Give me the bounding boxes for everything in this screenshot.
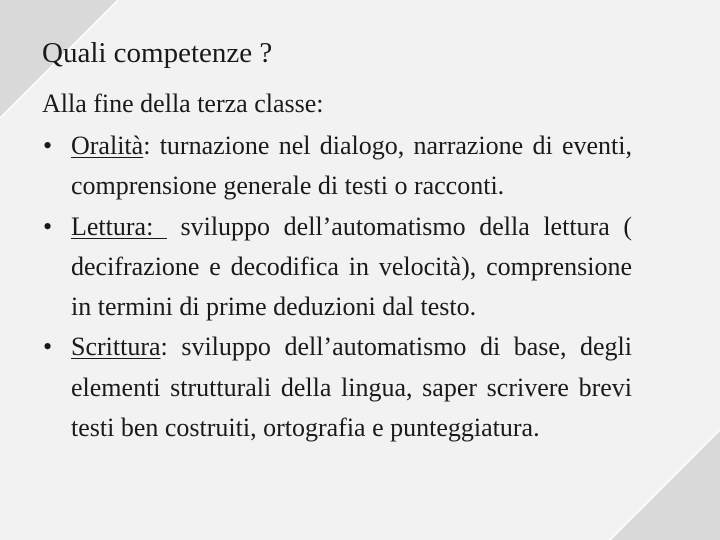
slide-title: Quali competenze ? xyxy=(42,37,273,69)
competence-term: Oralità xyxy=(71,131,144,160)
bullet-icon: • xyxy=(43,131,53,160)
competence-description: turnazione nel dialogo, narrazione di eventi, comprensione generale di testi o racconti. xyxy=(71,131,632,201)
competence-item-lettura xyxy=(42,207,632,328)
competence-item-scrittura xyxy=(42,327,632,448)
competence-separator: : xyxy=(143,131,151,160)
bullet-icon: • xyxy=(43,211,53,241)
competence-list xyxy=(42,126,632,448)
competence-item-oralita xyxy=(42,126,632,207)
bullet-icon: • xyxy=(43,332,53,362)
competence-term: Scrittura xyxy=(71,332,161,362)
competence-separator: : xyxy=(160,332,168,362)
slide-intro: Alla fine della terza classe: xyxy=(42,89,324,118)
competence-term: Lettura: xyxy=(71,211,167,241)
competence-description: sviluppo dell’automatismo di base, degli elementi strutturali della lingua, saper scrivere brevi testi ben costruiti, ortografia e punteggiatura. xyxy=(71,332,632,443)
competence-description: sviluppo dell’automatismo della lettura ( decifrazione e decodifica in velocità), comprensione in termini di prime deduzioni dal testo. xyxy=(71,211,632,322)
